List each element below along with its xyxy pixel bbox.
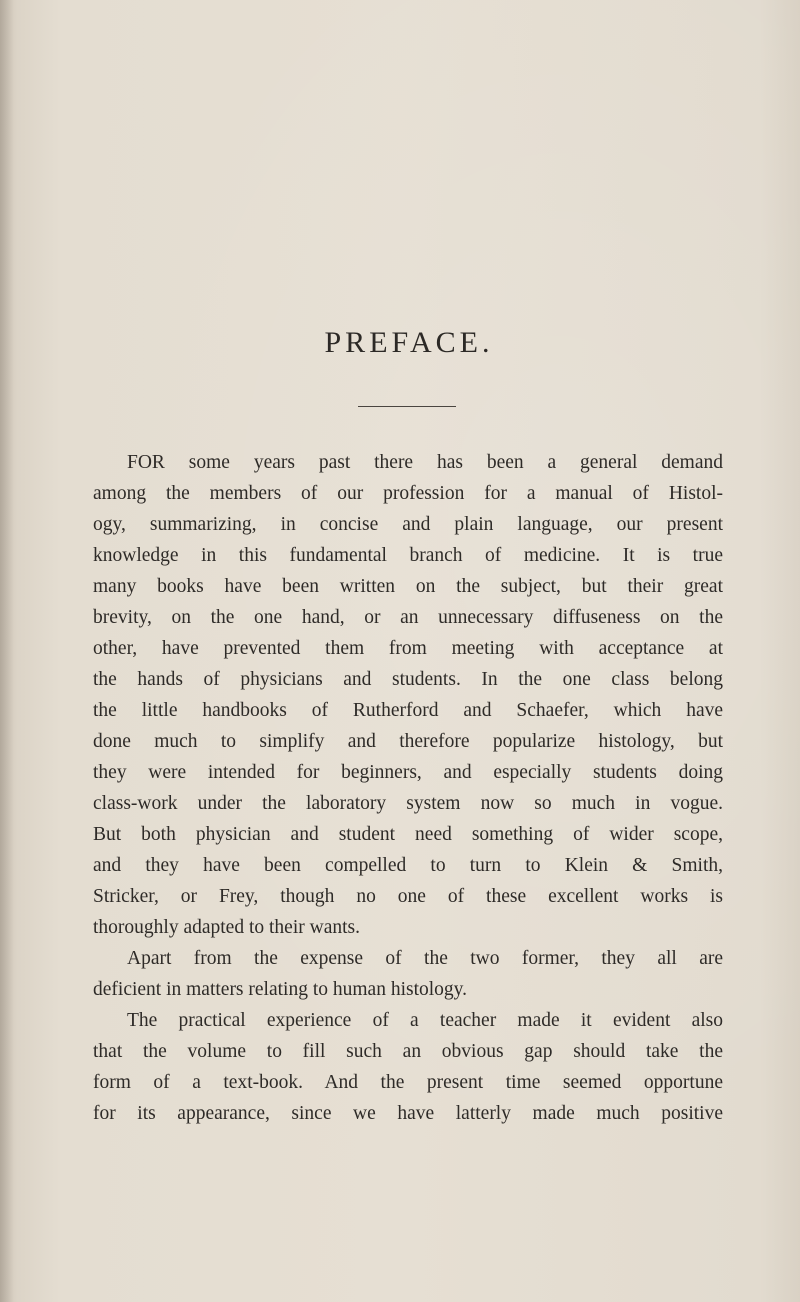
page-title: PREFACE. xyxy=(324,326,494,359)
text-line: form of a text-book. And the present time seemed opportune xyxy=(93,1072,723,1093)
text-line: other, have prevented them from meeting with acceptance at xyxy=(93,638,723,659)
text-line: The practical experience of a teacher made it evident also xyxy=(127,1010,723,1031)
text-line: many books have been written on the subject, but their great xyxy=(93,576,723,597)
text-line: done much to simplify and therefore popularize histology, but xyxy=(93,731,723,752)
text-line: among the members of our profession for a manual of Histol- xyxy=(93,483,723,504)
text-line: ogy, summarizing, in concise and plain language, our present xyxy=(93,514,723,535)
text-line: knowledge in this fundamental branch of medicine. It is true xyxy=(93,545,723,566)
preface-body xyxy=(93,447,723,1129)
text-line: brevity, on the one hand, or an unnecessary diffuseness on the xyxy=(93,607,723,628)
text-line: they were intended for beginners, and especially students doing xyxy=(93,762,723,783)
title-rule xyxy=(358,406,456,407)
text-line: the little handbooks of Rutherford and Schaefer, which have xyxy=(93,700,723,721)
text-line: for its appearance, since we have latterly made much positive xyxy=(93,1103,723,1124)
text-line: the hands of physicians and students. In the one class belong xyxy=(93,669,723,690)
paragraph xyxy=(93,447,723,943)
text-line: class-work under the laboratory system now so much in vogue. xyxy=(93,793,723,814)
paragraph xyxy=(93,943,723,1005)
text-line: and they have been compelled to turn to Klein & Smith, xyxy=(93,855,723,876)
page-gutter-shadow xyxy=(0,0,14,1302)
text-line: FOR some years past there has been a general demand xyxy=(127,452,723,473)
paragraph xyxy=(93,1005,723,1129)
text-line: Apart from the expense of the two former, they all are xyxy=(127,948,723,969)
text-line: deficient in matters relating to human histology. xyxy=(93,979,468,1000)
text-line: thoroughly adapted to their wants. xyxy=(93,917,360,938)
text-line: that the volume to fill such an obvious gap should take the xyxy=(93,1041,723,1062)
text-line: Stricker, or Frey, though no one of these excellent works is xyxy=(93,886,723,907)
text-line: But both physician and student need something of wider scope, xyxy=(93,824,723,845)
